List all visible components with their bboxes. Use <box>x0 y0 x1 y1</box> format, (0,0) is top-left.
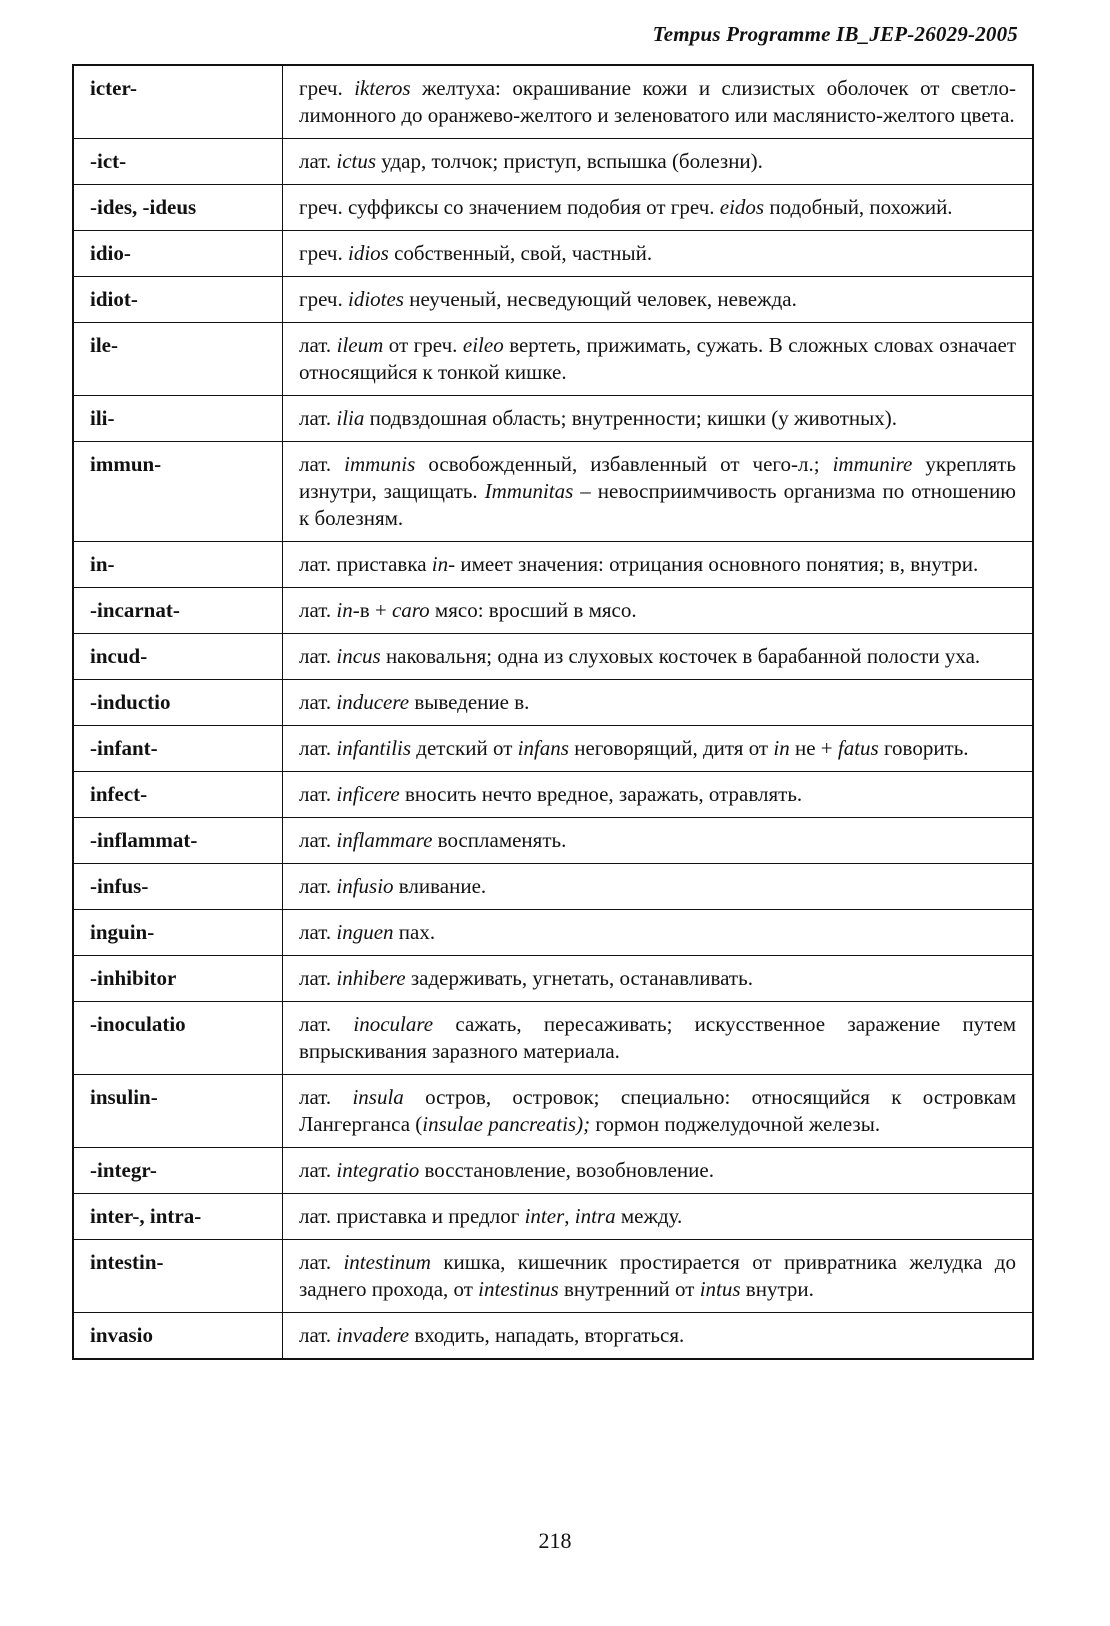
term-cell: -ides, -ideus <box>73 185 283 231</box>
definition-text: между. <box>615 1204 683 1228</box>
definition-text: – невосприимчивость организма по отношению к болезням. <box>299 479 1016 530</box>
definition-text: лат. <box>299 149 337 173</box>
term-cell: immun- <box>73 442 283 542</box>
table-row <box>73 864 1033 910</box>
definition-cell <box>283 185 1034 231</box>
definition-text: греч. суффиксы со значением подобия от греч. <box>299 195 720 219</box>
definition-italic-text: inducere <box>336 690 410 714</box>
term-cell: -infant- <box>73 726 283 772</box>
definition-cell <box>283 65 1034 139</box>
definition-cell <box>283 910 1034 956</box>
definition-text: освобожденный, избавленный от чего-л.; <box>415 452 833 476</box>
glossary-body <box>73 65 1033 1359</box>
definition-cell <box>283 634 1034 680</box>
definition-text: лат. <box>299 736 337 760</box>
definition-italic-text: inflammare <box>336 828 433 852</box>
definition-cell <box>283 442 1034 542</box>
definition-italic-text: ilia <box>336 406 365 430</box>
definition-text: лат. <box>299 1250 344 1274</box>
definition-cell <box>283 231 1034 277</box>
definition-italic-text: immunis <box>344 452 416 476</box>
definition-text: лат. приставка и предлог <box>299 1204 525 1228</box>
table-row <box>73 1148 1033 1194</box>
definition-text: лат. <box>299 644 337 668</box>
definition-italic-text: intestinus <box>478 1277 559 1301</box>
term-cell: insulin- <box>73 1075 283 1148</box>
table-row <box>73 1002 1033 1075</box>
definition-cell <box>283 772 1034 818</box>
table-row <box>73 1240 1033 1313</box>
definition-italic-text: in <box>773 736 790 760</box>
term-cell: -inductio <box>73 680 283 726</box>
definition-text: остров, островок; специально: относящийся к островкам Лангерганса ( <box>299 1085 1016 1136</box>
table-row <box>73 680 1033 726</box>
term-cell: inter-, intra- <box>73 1194 283 1240</box>
table-row <box>73 323 1033 396</box>
definition-cell <box>283 1240 1034 1313</box>
table-row <box>73 818 1033 864</box>
term-cell: idio- <box>73 231 283 277</box>
term-cell: ili- <box>73 396 283 442</box>
table-row <box>73 588 1033 634</box>
definition-cell <box>283 542 1034 588</box>
table-row <box>73 139 1033 185</box>
definition-text: пах. <box>393 920 436 944</box>
definition-italic-text: inter <box>524 1204 565 1228</box>
term-cell: ile- <box>73 323 283 396</box>
definition-cell <box>283 588 1034 634</box>
definition-text: мясо: вросший в мясо. <box>429 598 637 622</box>
definition-italic-text: caro <box>391 598 430 622</box>
definition-italic-text: in- <box>336 598 360 622</box>
definition-cell <box>283 956 1034 1002</box>
definition-cell <box>283 818 1034 864</box>
definition-italic-text: inficere <box>336 782 400 806</box>
term-cell: idiot- <box>73 277 283 323</box>
term-cell: inguin- <box>73 910 283 956</box>
term-cell: -incarnat- <box>73 588 283 634</box>
definition-text: лат. <box>299 406 337 430</box>
definition-text: вливание. <box>393 874 487 898</box>
definition-italic-text: ictus <box>336 149 377 173</box>
term-cell: infect- <box>73 772 283 818</box>
definition-text: лат. <box>299 1012 354 1036</box>
definition-italic-text: intra <box>574 1204 616 1228</box>
definition-cell <box>283 1002 1034 1075</box>
definition-cell <box>283 864 1034 910</box>
definition-text: лат. <box>299 1085 353 1109</box>
term-cell: -inhibitor <box>73 956 283 1002</box>
definition-text: восстановление, возобновление. <box>419 1158 714 1182</box>
definition-italic-text: idios <box>347 241 389 265</box>
definition-text: вертеть, прижимать, сужать. В сложных словах означает относящийся к тонкой кишке. <box>299 333 1017 384</box>
definition-text: внутренний от <box>558 1277 700 1301</box>
term-cell: -ict- <box>73 139 283 185</box>
definition-text: лат. <box>299 782 337 806</box>
definition-text: желтуха: окрашивание кожи и слизистых оболочек от светло-лимонного до оранжево-желтого и зеленоватого или маслянисто-желтого цвета. <box>299 76 1016 127</box>
table-row <box>73 442 1033 542</box>
definition-text: лат. <box>299 1158 337 1182</box>
term-cell: in- <box>73 542 283 588</box>
definition-text: неученый, несведующий человек, невежда. <box>403 287 797 311</box>
definition-text: не + <box>789 736 838 760</box>
definition-text: лат. <box>299 1323 337 1347</box>
definition-italic-text: fatus <box>837 736 879 760</box>
definition-text: лат. <box>299 966 337 990</box>
definition-cell <box>283 1148 1034 1194</box>
definition-cell <box>283 680 1034 726</box>
definition-text: греч. <box>299 76 355 100</box>
definition-italic-text: infantilis <box>336 736 412 760</box>
definition-italic-text: incus <box>336 644 381 668</box>
definition-text: имеет значения: отрицания основного понятия; в, внутри. <box>455 552 979 576</box>
term-cell: invasio <box>73 1313 283 1360</box>
definition-text: лат. <box>299 598 337 622</box>
table-row <box>73 231 1033 277</box>
definition-text: лат. <box>299 690 337 714</box>
definition-italic-text: infans <box>517 736 569 760</box>
definition-text: , <box>564 1204 575 1228</box>
definition-text: подвздошная область; внутренности; кишки (у животных). <box>364 406 898 430</box>
definition-text: сажать, пересаживать; искусственное заражение путем впрыскивания заразного материала. <box>299 1012 1016 1063</box>
definition-italic-text: invadere <box>336 1323 410 1347</box>
definition-text: наковальня; одна из слуховых косточек в барабанной полости уха. <box>380 644 981 668</box>
table-row <box>73 277 1033 323</box>
definition-text: лат. <box>299 452 345 476</box>
definition-text: от греч. <box>383 333 463 357</box>
definition-text: в + <box>359 598 392 622</box>
term-cell: intestin- <box>73 1240 283 1313</box>
definition-text: лат. <box>299 920 337 944</box>
definition-italic-text: Immunitas <box>484 479 574 503</box>
definition-cell <box>283 396 1034 442</box>
definition-cell <box>283 139 1034 185</box>
definition-italic-text: intestinum <box>343 1250 431 1274</box>
table-row <box>73 1075 1033 1148</box>
definition-text: гормон поджелудочной железы. <box>590 1112 881 1136</box>
term-cell: incud- <box>73 634 283 680</box>
definition-text: лат. <box>299 828 337 852</box>
definition-text: лат. приставка <box>299 552 432 576</box>
glossary-table <box>72 64 1034 1360</box>
term-cell: -infus- <box>73 864 283 910</box>
definition-italic-text: inoculare <box>353 1012 434 1036</box>
definition-cell <box>283 1313 1034 1360</box>
definition-text: входить, нападать, вторгаться. <box>409 1323 685 1347</box>
definition-italic-text: integratio <box>336 1158 420 1182</box>
running-header: Tempus Programme IB_JEP-26029-2005 <box>652 22 1018 46</box>
definition-text: выведение в. <box>409 690 530 714</box>
definition-text: детский от <box>411 736 518 760</box>
definition-text: задерживать, угнетать, останавливать. <box>405 966 753 990</box>
definition-text: лат. <box>299 333 337 357</box>
definition-italic-text: eileo <box>462 333 504 357</box>
page-number: 218 <box>538 1528 572 1553</box>
definition-italic-text: eidos <box>719 195 765 219</box>
definition-cell <box>283 726 1034 772</box>
table-row <box>73 956 1033 1002</box>
definition-italic-text: infusio <box>336 874 394 898</box>
definition-text: неговорящий, дитя от <box>568 736 774 760</box>
table-row <box>73 65 1033 139</box>
table-row <box>73 1313 1033 1360</box>
term-cell: -integr- <box>73 1148 283 1194</box>
definition-cell <box>283 1194 1034 1240</box>
definition-text: греч. <box>299 287 348 311</box>
definition-text: кишка, кишечник простирается от привратника желудка до заднего прохода, от <box>299 1250 1016 1301</box>
term-cell: icter- <box>73 65 283 139</box>
definition-cell <box>283 277 1034 323</box>
definition-text: вносить нечто вредное, заражать, отравлять. <box>399 782 803 806</box>
table-row <box>73 396 1033 442</box>
table-row <box>73 542 1033 588</box>
definition-text: подобный, похожий. <box>764 195 953 219</box>
definition-text: говорить. <box>878 736 969 760</box>
table-row <box>73 726 1033 772</box>
definition-text: греч. <box>299 241 348 265</box>
definition-cell <box>283 323 1034 396</box>
definition-italic-text: immunire <box>832 452 913 476</box>
definition-italic-text: insula <box>352 1085 404 1109</box>
definition-text: внутри. <box>740 1277 814 1301</box>
definition-text: удар, толчок; приступ, вспышка (болезни). <box>376 149 763 173</box>
definition-italic-text: inguen <box>336 920 394 944</box>
table-row <box>73 634 1033 680</box>
definition-italic-text: in- <box>431 552 456 576</box>
definition-italic-text: ileum <box>336 333 384 357</box>
definition-italic-text: intus <box>699 1277 741 1301</box>
definition-text: укреплять изнутри, защищать. <box>299 452 1016 503</box>
table-row <box>73 185 1033 231</box>
term-cell: -inflammat- <box>73 818 283 864</box>
definition-text: собственный, свой, частный. <box>388 241 653 265</box>
definition-italic-text: inhibere <box>336 966 406 990</box>
definition-text: лат. <box>299 874 337 898</box>
table-row <box>73 1194 1033 1240</box>
definition-italic-text: idiotes <box>347 287 404 311</box>
definition-cell <box>283 1075 1034 1148</box>
term-cell: -inoculatio <box>73 1002 283 1075</box>
table-row <box>73 910 1033 956</box>
table-row <box>73 772 1033 818</box>
definition-italic-text: insulae pancreatis); <box>422 1112 591 1136</box>
definition-text: воспламенять. <box>432 828 567 852</box>
definition-italic-text: ikteros <box>354 76 411 100</box>
